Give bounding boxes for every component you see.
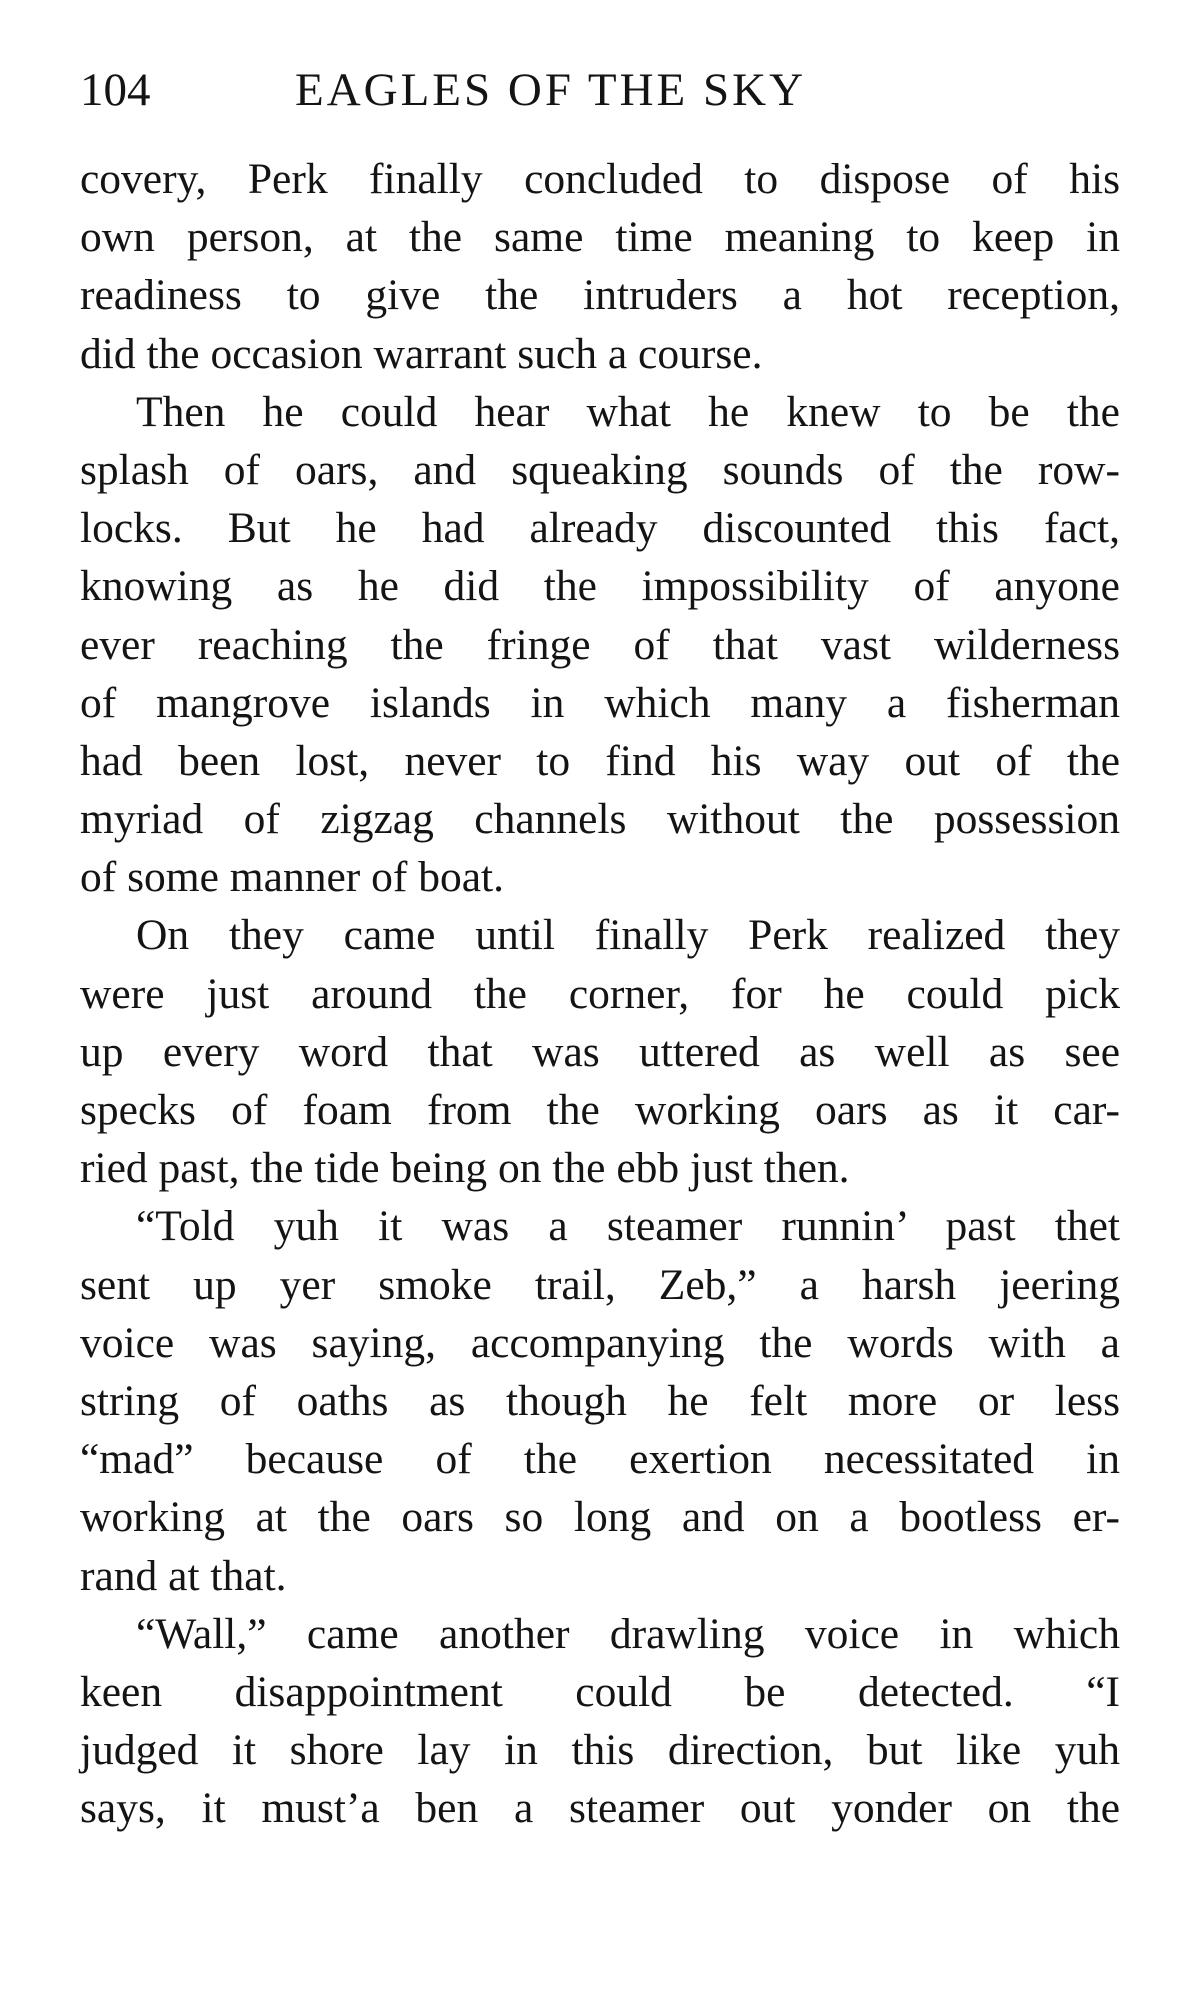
- text-line: voice was saying, accompanying the words with a: [80, 1318, 1120, 1367]
- text-line: says, it must’a ben a steamer out yonder on the: [80, 1784, 1120, 1833]
- text-line: own person, at the same time meaning to keep in: [80, 213, 1120, 262]
- text-line: string of oaths as though he felt more or less: [80, 1376, 1120, 1425]
- text-line: ried past, the tide being on the ebb just then.: [80, 1144, 850, 1193]
- text-line: specks of foam from the working oars as it car-: [80, 1086, 1120, 1134]
- text-line: of mangrove islands in which many a fisherman: [80, 678, 1120, 727]
- text-line: of some manner of boat.: [80, 853, 504, 902]
- text-line: splash of oars, and squeaking sounds of the row-: [80, 445, 1120, 494]
- text-line: “Told yuh it was a steamer runnin’ past thet: [136, 1202, 1120, 1251]
- text-line: had been lost, never to find his way out of the: [80, 736, 1120, 785]
- text-line: “Wall,” came another drawling voice in which: [136, 1609, 1120, 1658]
- text-line: Then he could hear what he knew to be the: [136, 387, 1120, 436]
- text-line: did the occasion warrant such a course.: [80, 329, 763, 378]
- text-line: readiness to give the intruders a hot reception,: [80, 271, 1120, 320]
- text-line: up every word that was uttered as well as see: [80, 1027, 1120, 1076]
- text-line: sent up yer smoke trail, Zeb,” a harsh jeering: [80, 1260, 1120, 1309]
- text-line: working at the oars so long and on a bootless er-: [80, 1493, 1120, 1542]
- running-head: [80, 60, 1120, 120]
- text-line: knowing as he did the impossibility of anyone: [80, 562, 1120, 611]
- text-line: myriad of zigzag channels without the possession: [80, 795, 1120, 844]
- text-line: keen disappointment could be detected. “I: [80, 1667, 1120, 1716]
- page-number: 104: [80, 64, 151, 116]
- text-line: covery, Perk finally concluded to dispose of his: [80, 155, 1120, 203]
- text-line: were just around the corner, for he could pick: [80, 969, 1120, 1018]
- text-line: ever reaching the fringe of that vast wilderness: [80, 620, 1120, 669]
- body-text: [80, 150, 1120, 1837]
- text-line: judged it shore lay in this direction, but like yuh: [80, 1726, 1120, 1775]
- running-title: EAGLES OF THE SKY: [295, 64, 807, 116]
- text-line: rand at that.: [80, 1551, 287, 1600]
- text-line: “mad” because of the exertion necessitated in: [80, 1435, 1120, 1484]
- text-line: locks. But he had already discounted this fact,: [80, 504, 1120, 553]
- text-line: On they came until finally Perk realized they: [136, 911, 1120, 960]
